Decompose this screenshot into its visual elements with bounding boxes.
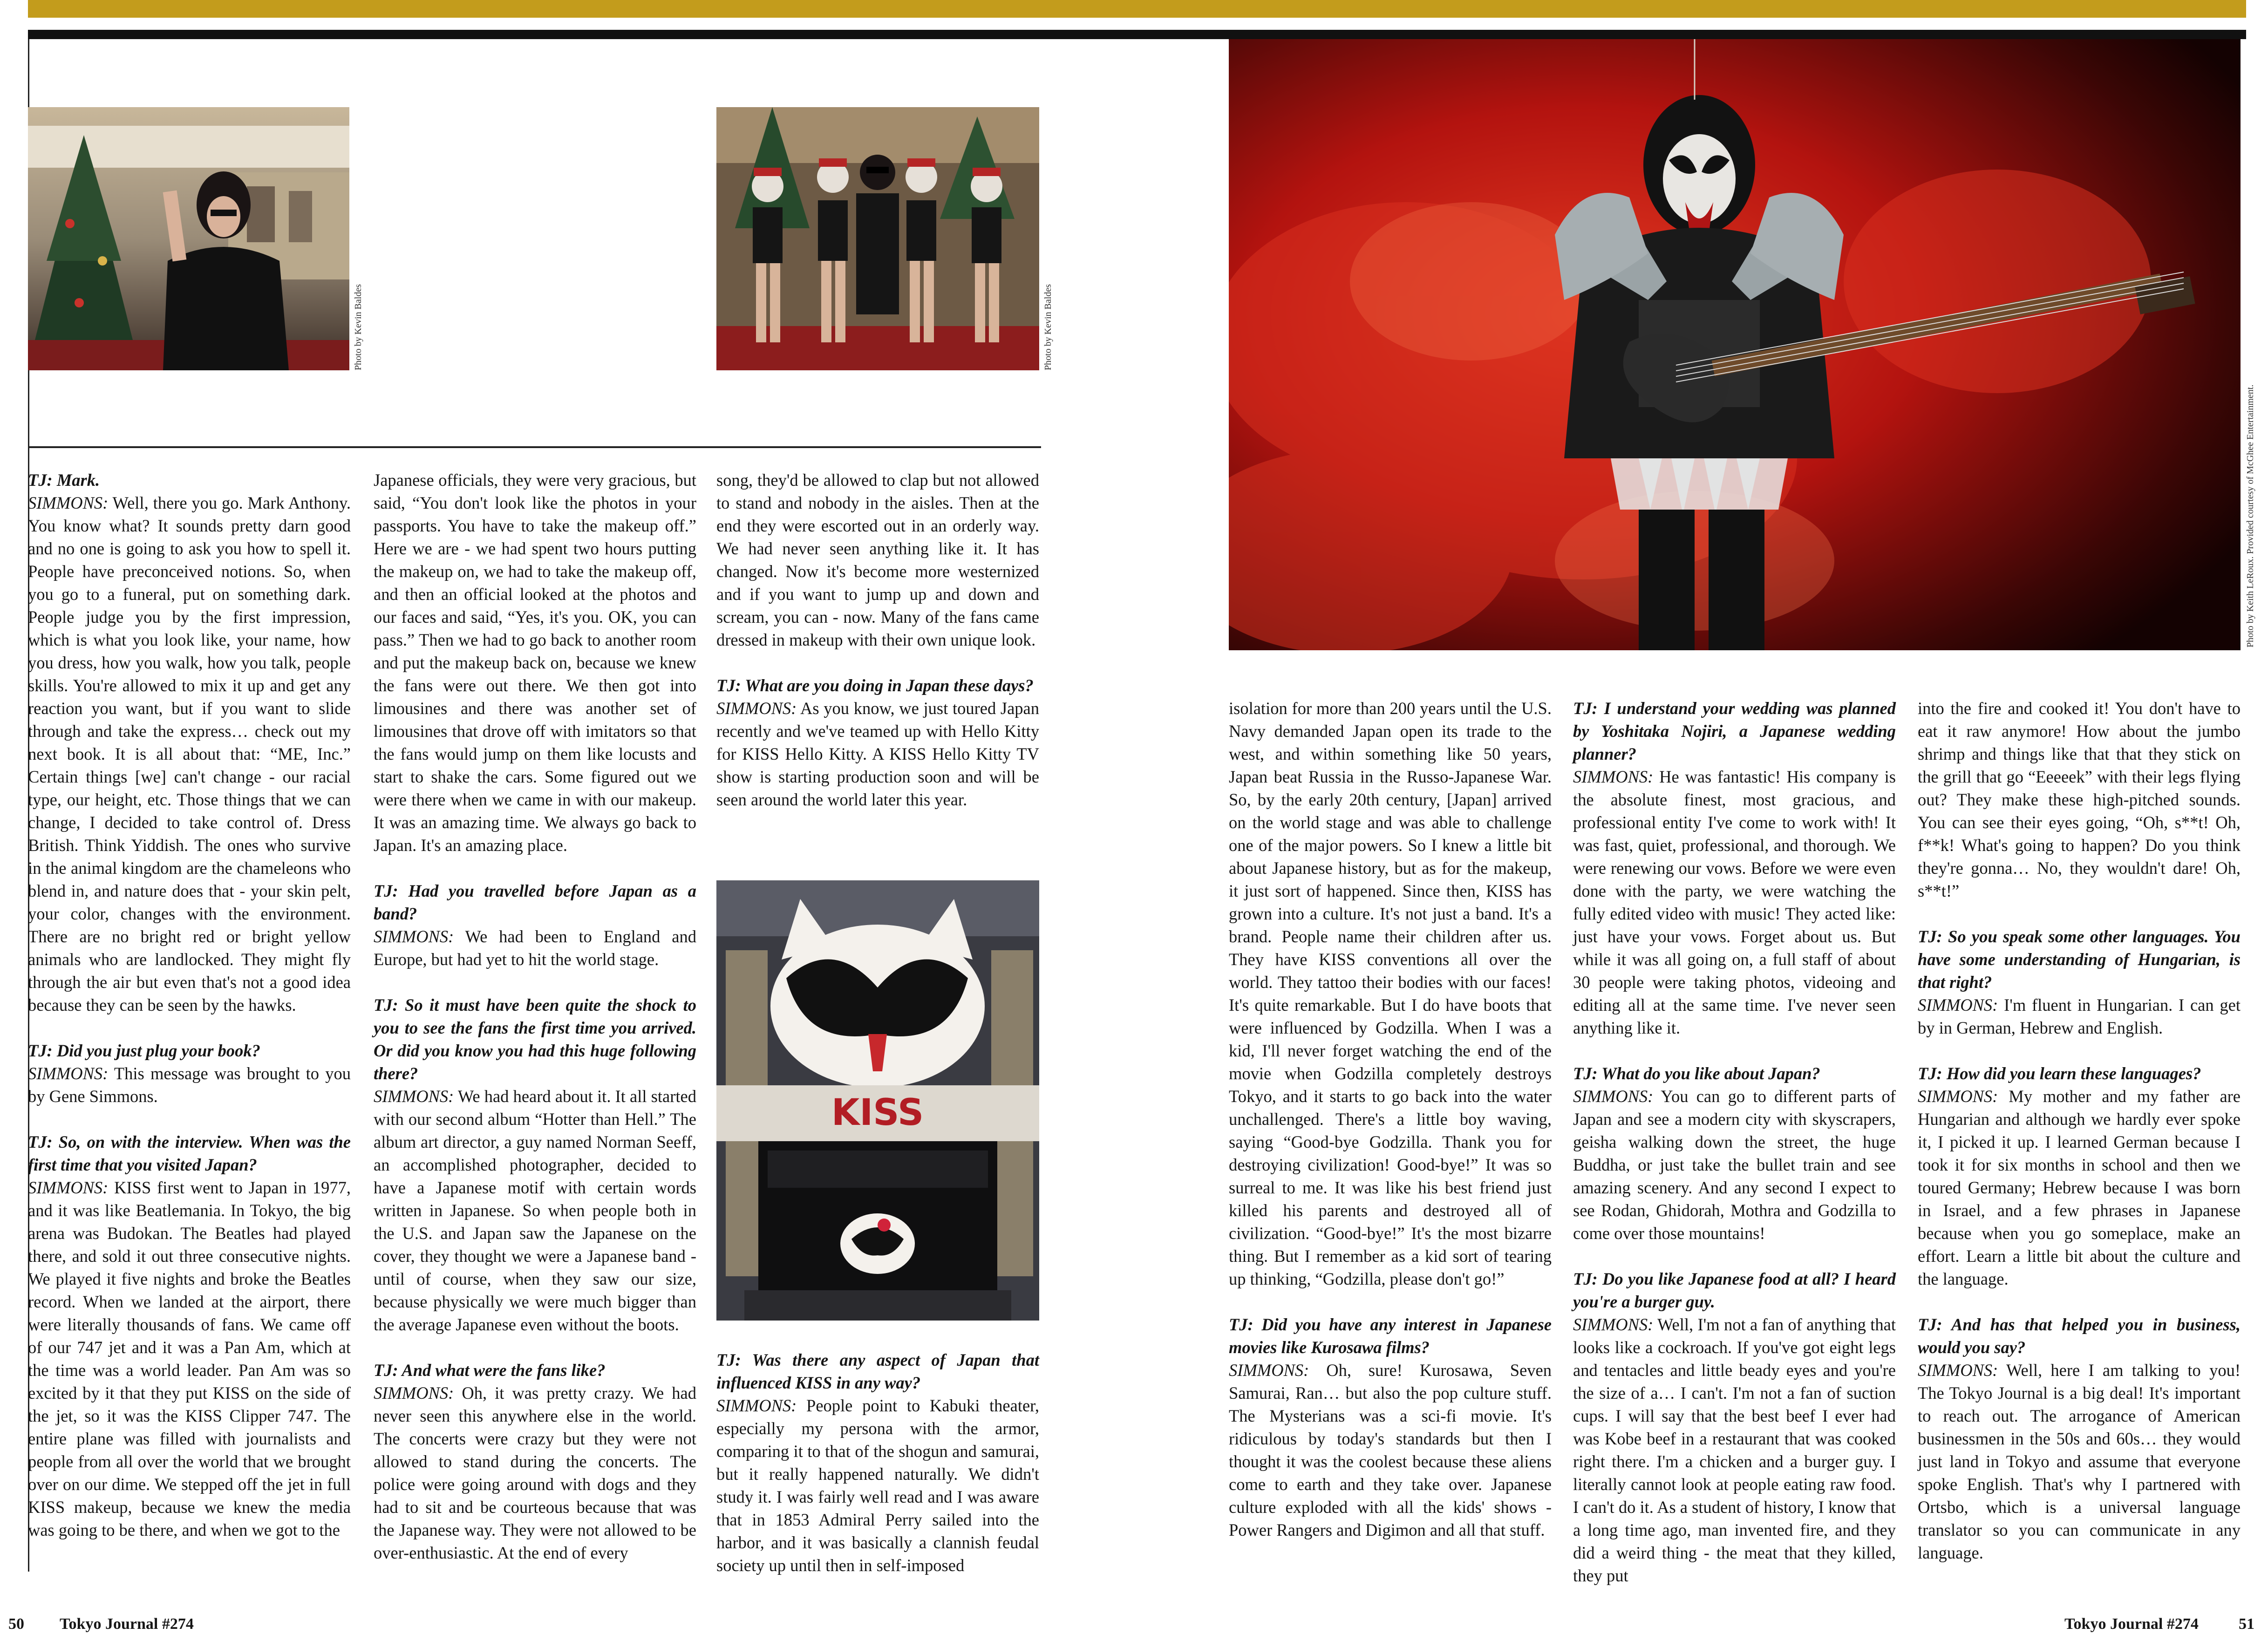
speaker-label: SIMMONS: — [374, 927, 454, 946]
answer — [1573, 1085, 1896, 1245]
question: TJ: Do you like Japanese food at all? I heard you're a burger guy. — [1573, 1269, 1896, 1311]
paragraph: Japanese officials, they were very gracious, but said, “You don't look like the photos in your passports. You have to take the makeup off.” Here we are - we had spent two hours putting the makeup on, we had to take the makeup off, and then an official looked at the photos and our faces and said, “Yes, it's you. OK, you can pass.” Then we had to go back to another room and put the makeup back on, because we knew the fans were out there. We then got into limousines and there was another set of limousines that drove off with imitators so that the fans would jump on them like locusts and start to shake the cars. Some figured out we were there when we came in with our makeup. It was an amazing time. We always go back to Japan. It's an amazing place. — [374, 470, 696, 855]
column-1 — [28, 469, 351, 1541]
answer — [1573, 1313, 1896, 1587]
photo-kiss-group — [716, 107, 1039, 370]
answer-text: KISS first went to Japan in 1977, and it was like Beatlemania. In Tokyo, the big arena was Budokan. The Beatles had played there, and sold it out three consecutive nights. We played it five nights and broke the Beatles record. When we landed at the airport, there were literally thousands of fans. We came off of our 747 jet and it was a Pan Am, which at the time was a world leader. Pan Am was so excited by it that they put KISS on the side of the jet, so it was the KISS Clipper 747. The entire plane was filled with journalists and people from all over the world that we brought over on our dime. We stepped off the jet in full KISS makeup, because we knew the media was going to be there, and when we got to the — [28, 1178, 351, 1539]
left-page-number: 50 — [8, 1615, 24, 1633]
question: TJ: Did you have any interest in Japanese movies like Kurosawa films? — [1229, 1315, 1552, 1357]
answer — [374, 1085, 696, 1336]
answer-text: This message was brought to you by Gene Simmons. — [28, 1064, 351, 1106]
question: TJ: So, on with the interview. When was the first time that you visited Japan? — [28, 1132, 351, 1174]
speaker-label: SIMMONS: — [1229, 1361, 1309, 1380]
paragraph: song, they'd be allowed to clap but not allowed to stand and nobody in the aisles. Then at the end they were escorted out in an orderly way. We had never seen anything like it. It has changed. Now it's become more westernized and if you want to jump up and down and scream, you can - now. Many of the fans came dressed in makeup with their own unique look. — [716, 470, 1039, 649]
left-journal-title: Tokyo Journal #274 — [60, 1615, 194, 1633]
answer — [716, 1394, 1039, 1577]
answer-text: We had been to England and Europe, but had yet to hit the world stage. — [374, 927, 696, 969]
speaker-label: SIMMONS: — [1918, 995, 1998, 1014]
speaker-label: SIMMONS: — [28, 1064, 109, 1083]
answer — [374, 1382, 696, 1564]
answer-text: People point to Kabuki theater, especially my persona with the armor, comparing it to that of the shogun and samurai, but it really happened naturally. We didn't study it. I was fairly well read and I was aware that in 1853 Admiral Perry sailed into the harbor, and it was basically a clannish feudal society up until then in self-imposed — [716, 1396, 1039, 1575]
question: TJ: So you speak some other languages. You have some understanding of Hungarian, is that right? — [1918, 927, 2241, 992]
speaker-label: SIMMONS: — [1918, 1087, 1998, 1106]
column-3-bottom — [716, 1348, 1039, 1577]
answer — [716, 697, 1039, 811]
answer-text: Well, here I am talking to you! The Tokyo Journal is a big deal! It's important to reach out. The arrogance of American businessmen in the 50s and 60s… they would just land in Tokyo and assume that everyone spoke English. That's why I partnered with Ortsbo, which is a universal language translator so you can communicate in any language. — [1918, 1361, 2241, 1562]
header-rule — [28, 30, 2246, 39]
question: TJ: Had you travelled before Japan as a band? — [374, 881, 696, 923]
speaker-label: SIMMONS: — [374, 1087, 454, 1106]
question: TJ: How did you learn these languages? — [1918, 1064, 2201, 1083]
right-journal-title: Tokyo Journal #274 — [2064, 1615, 2199, 1633]
question: TJ: Was there any aspect of Japan that influenced KISS in any way? — [716, 1350, 1039, 1392]
paragraph: isolation for more than 200 years until the U.S. Navy demanded Japan open its trade to the west, and within something like 50 years, Japan beat Russia in the Russo-Japanese War. So, by the early 20th century, [Japan] arrived on the world stage and was able to challenge one of the major powers. So I knew a little bit about Japanese history, but as for the makeup, it just sort of happened. Since then, KISS has grown into a culture. It's not just a band. It's a brand. People name their children after us. They have KISS conventions all over the world. They tattoo their bodies with our faces! It's quite remarkable. But I do have boots that were influenced by Godzilla. When I was a kid, I'll never forget watching the end of the movie when Godzilla completely destroys Tokyo, and it starts to go back into the water unchallenged. There's a little boy waving, saying “Good-bye Godzilla. Thank you for destroying civilization! Good-bye!” It was so surreal to me. It was like his best friend just killed his parents and destroyed all of civilization. “Good-bye!” It's the most bizarre thing. But I remember as a kid sort of tearing up thinking, “Godzilla, please don't go!” — [1229, 699, 1552, 1288]
photo2-credit: Photo by Kevin Baldes — [1043, 284, 1053, 370]
question: TJ: So it must have been quite the shock to you to see the fans the first time you arrived. Or did you know you had this huge following there? — [374, 995, 696, 1083]
column-5 — [1573, 697, 1896, 1587]
answer — [1918, 994, 2241, 1039]
photo-main-credit: Photo by Keith LeRoux. Provided courtesy of McGhee Entertainment. — [2245, 384, 2255, 647]
answer-text: As you know, we just toured Japan recently and we've teamed up with Hello Kitty for KISS Hello Kitty. A KISS Hello Kitty TV show is starting production soon and will be seen around the world later this year. — [716, 699, 1039, 809]
answer — [374, 925, 696, 971]
column-4 — [1229, 697, 1552, 1541]
answer — [28, 1062, 351, 1108]
answer-text: Oh, it was pretty crazy. We had never seen this anywhere else in the world. The concerts were crazy but they were not allowed to stand during the concerts. The police were going around with dogs and they had to sit and be courteous because that was the Japanese way. They were not allowed to be over-enthusiastic. At the end of every — [374, 1383, 696, 1562]
speaker-label: SIMMONS: — [716, 1396, 797, 1415]
photo1-credit: Photo by Kevin Baldes — [353, 284, 363, 370]
question: TJ: Mark. — [28, 470, 100, 490]
answer-text: We had heard about it. It all started with our second album “Hotter than Hell.” The album art director, a guy named Norman Seeff, an accomplished photographer, decided to have a Japanese motif with certain words written in Japanese. So when people both in the U.S. and Japan saw the Japanese on the cover, they thought we were a Japanese band - until of course, when they saw our size, because physically we were much bigger than the average Japanese even without the boots. — [374, 1087, 696, 1334]
answer — [1573, 765, 1896, 1039]
question: TJ: And has that helped you in business, would you say? — [1918, 1315, 2241, 1357]
question: TJ: What are you doing in Japan these days? — [716, 676, 1034, 695]
question: TJ: What do you like about Japan? — [1573, 1064, 1820, 1083]
speaker-label: SIMMONS: — [716, 699, 797, 718]
article-top-rule — [28, 446, 1041, 448]
answer-text: Oh, sure! Kurosawa, Seven Samurai, Ran… but also the pop culture stuff. The Mysterians was a sci-fi movie. It's ridiculous by today's standards but then I thought it was the coolest because these aliens come to earth and they take over. Japanese culture exploded with all the kids' shows - Power Rangers and Digimon and all that stuff. — [1229, 1361, 1552, 1539]
kitty-banner-text: KISS — [831, 1092, 924, 1134]
answer — [1918, 1085, 2241, 1290]
answer — [28, 1176, 351, 1541]
answer-text: You can go to different parts of Japan and see a modern city with skyscrapers, geisha walking down the street, the huge Buddha, or just take the bullet train and see amazing scenery. And any second I expect to see Rodan, Ghidorah, Mothra and Godzilla to come over those mountains! — [1573, 1087, 1896, 1243]
right-page-number: 51 — [2239, 1615, 2254, 1633]
question: TJ: And what were the fans like? — [374, 1361, 606, 1380]
question: TJ: I understand your wedding was planned by Yoshitaka Nojiri, a Japanese wedding planner? — [1573, 699, 1896, 763]
answer-text: Well, there you go. Mark Anthony. You know what? It sounds pretty darn good and no one is going to ask you how to spell it. People have preconceived notions. So, when you go to a funeral, put on something dark. People judge you by the first impression, which is what you look like, your name, how you dress, how you walk, how you talk, people skills. You're allowed to mix it up and get any reaction you want, but if you want to slide through and take the express… check out my next book. It is all about that: “ME, Inc.” Certain things [we] can't change - our racial type, our height, etc. Those things that we can change, I decided to take control of. Dress British. Think Yiddish. The ones who survive in the animal kingdom are the chameleons who blend in, and nature does that - your skin pelt, your color, changes with the environment. There are no bright red or bright yellow animals who are landlocked. They might fly through the air but even that's not a good idea because they can be seen by the hawks. — [28, 493, 351, 1014]
photo-simmons-mall — [28, 107, 349, 370]
speaker-label: SIMMONS: — [374, 1383, 454, 1403]
speaker-label: SIMMONS: — [1918, 1361, 1998, 1380]
column-6 — [1918, 697, 2241, 1564]
answer-text: He was fantastic! His company is the absolute finest, most gracious, and professional entity I've come to work with! It was fast, quiet, professional, and thorough. We were renewing our vows. Before we were even done with the party, we were watching the fully edited video with music! They acted like: just have your vows. Forget about us. But while it was all going on, a full staff of about 30 people were taking photos, videoing and editing all at the same time. I've never seen anything like it. — [1573, 767, 1896, 1037]
paragraph: into the fire and cooked it! You don't have to eat it raw anymore! How about the jumbo shrimp and things like that that they stick on the grill that go “Eeeeek” with their legs flying out? They make these high-pitched sounds. You can see their eyes going, “Oh, s**t! Oh, f**k! What's going to happen? Do you think they're gonna… No, they wouldn't dare! Oh, s**t!” — [1918, 699, 2241, 900]
photo-main-simmons-bass — [1229, 39, 2241, 650]
column-2 — [374, 469, 696, 1564]
answer-text: I'm fluent in Hungarian. I can get by in German, Hebrew and English. — [1918, 995, 2241, 1037]
answer — [1918, 1359, 2241, 1564]
speaker-label: SIMMONS: — [28, 493, 109, 512]
answer — [28, 491, 351, 1016]
answer — [1229, 1359, 1552, 1541]
speaker-label: SIMMONS: — [1573, 1087, 1654, 1106]
speaker-label: SIMMONS: — [28, 1178, 109, 1197]
photo-hello-kitty-display — [716, 880, 1039, 1321]
column-3-top — [716, 469, 1039, 811]
question: TJ: Did you just plug your book? — [28, 1041, 260, 1060]
answer-text: Well, I'm not a fan of anything that looks like a cockroach. If you've got eight legs and tentacles and little beady eyes and you're the size of a… I can't. I'm not a fan of suction cups. I will say that the best beef I ever had was Kobe beef in a restaurant that was cooked right there. I'm a chicken and a burger guy. I literally cannot look at people eating raw food. I can't do it. As a student of history, I know that a long time ago, man invented fire, and they did a weird thing - the meat that they killed, they put — [1573, 1315, 1896, 1585]
speaker-label: SIMMONS: — [1573, 1315, 1654, 1334]
answer-text: My mother and my father are Hungarian and although we hardly ever spoke it, I picked it up. I learned German because I took it for six months in school and then we toured Germany; Hebrew because I was born in Israel, and a few phrases in Japanese because when you go someplace, make an effort. Learn a little bit about the culture and the language. — [1918, 1087, 2241, 1288]
speaker-label: SIMMONS: — [1573, 767, 1654, 786]
header-accent-bar — [28, 0, 2246, 18]
